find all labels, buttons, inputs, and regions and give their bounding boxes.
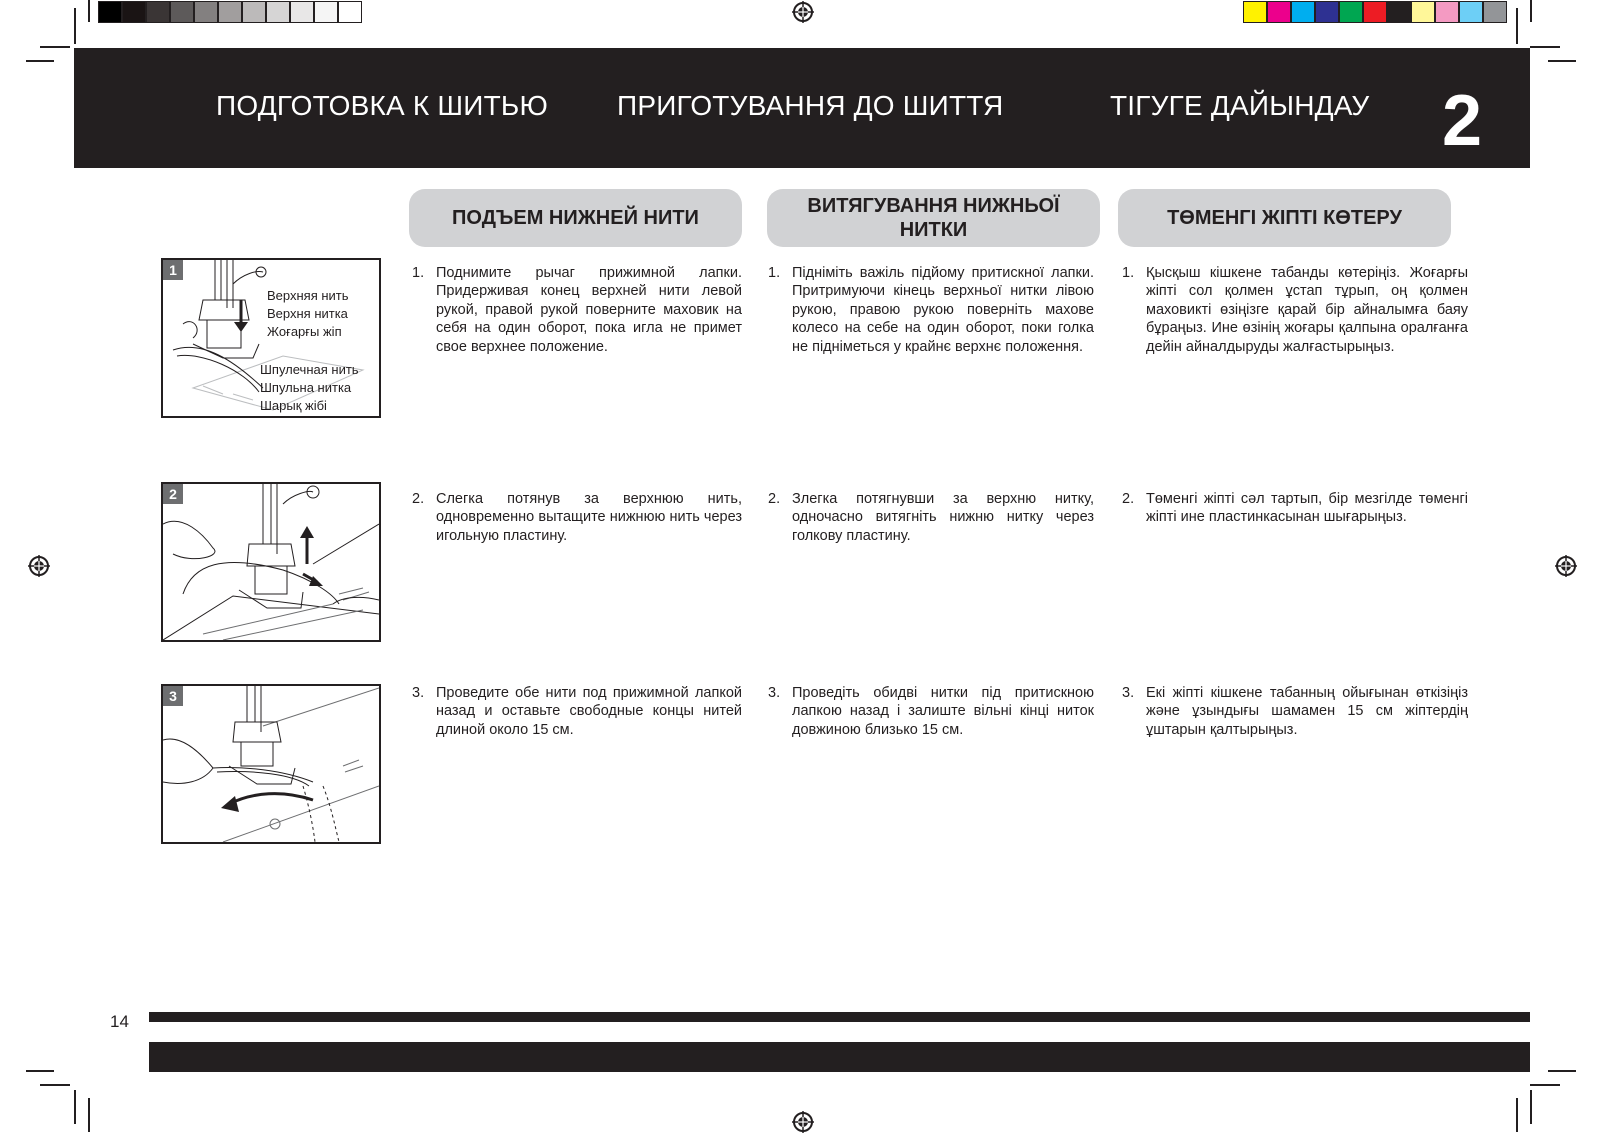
figure-badge: 2 — [163, 484, 183, 504]
figure-label: Верхня нитка — [267, 306, 348, 321]
sewing-foot-illustration — [163, 686, 379, 842]
chapter-number: 2 — [1442, 81, 1483, 161]
section-heading-ukrainian: ВИТЯГУВАННЯ НИЖНЬОЇ НИТКИ — [767, 189, 1100, 247]
color-swatch — [290, 1, 314, 23]
footer-rule — [149, 1012, 1530, 1022]
registration-mark-icon — [792, 1111, 814, 1133]
color-swatch — [338, 1, 362, 23]
step-number: 3. — [1122, 685, 1135, 701]
figure-step-2 — [161, 482, 381, 642]
color-swatch — [1339, 1, 1363, 23]
figure-step-3 — [161, 684, 381, 844]
step-text: Проведіть обидві нитки під притискною лапкою назад і залиште вільні кінці ниток довжиною близько 15 см. — [792, 685, 1094, 738]
color-swatch — [218, 1, 242, 23]
figure-step-1 — [161, 258, 381, 418]
step-text: Поднимите рычаг прижимной лапки. Придерживая конец верхней нити левой рукой, правой рукой поверните маховик на себя на один оборот, пока игла не примет свое верхнее положение. — [436, 265, 742, 355]
step-number: 3. — [412, 685, 425, 701]
registration-mark-icon — [28, 555, 50, 577]
figure-label: Жоғарғы жіп — [267, 324, 342, 339]
step-number: 1. — [1122, 265, 1135, 281]
figure-label: Верхняя нить — [267, 288, 349, 303]
figure-label: Шпулечная нить — [260, 362, 359, 377]
footer-band — [149, 1042, 1530, 1072]
color-swatch — [122, 1, 146, 23]
step-number: 3. — [768, 685, 781, 701]
step-number: 2. — [768, 491, 781, 507]
color-swatch — [1267, 1, 1291, 23]
step-text: Төменгі жіпті сәл тартып, бір мезгілде төменгі жіпті ине пластинкасынан шығарыңыз. — [1146, 491, 1468, 526]
color-swatch — [1459, 1, 1483, 23]
figure-badge: 1 — [163, 260, 183, 280]
sewing-foot-illustration — [163, 484, 379, 640]
step-text: Слегка потянув за верхнюю нить, одновременно вытащите нижнюю нить через игольную пластину. — [436, 491, 742, 544]
step-number: 1. — [768, 265, 781, 281]
step-text: Қысқыш кішкене табанды көтеріңіз. Жоғарғы жіпті сол қолмен ұстап тұрып, оң қолмен маховикті өзіңізге қарай бір айналымға баяу бұраңыз. Ине өзінің жоғары қалпына оралғанға дейін айналдыруды жалғастырыңыз. — [1146, 265, 1468, 355]
figure-label: Шпульна нитка — [260, 380, 352, 395]
color-swatch — [314, 1, 338, 23]
color-swatch — [1243, 1, 1267, 23]
page-title-ukrainian: ПРИГОТУВАННЯ ДО ШИТТЯ — [617, 90, 1004, 121]
step-number: 2. — [412, 491, 425, 507]
color-swatch — [1363, 1, 1387, 23]
registration-mark-icon — [1555, 555, 1577, 577]
section-heading-russian: ПОДЪЕМ НИЖНЕЙ НИТИ — [409, 189, 742, 247]
color-swatch — [1315, 1, 1339, 23]
step-number: 1. — [412, 265, 425, 281]
color-swatch — [1483, 1, 1507, 23]
page-title-russian: ПОДГОТОВКА К ШИТЬЮ — [216, 90, 548, 121]
color-swatch — [1291, 1, 1315, 23]
step-text: Підніміть важіль підйому притискної лапки. Притримуючи кінець верхньої нитки лівою рукою, правою рукою поверніть махове колесо на себе на один оборот, поки голка не підніметься у крайнє верхнє положення. — [792, 265, 1094, 355]
registration-mark-icon — [792, 1, 814, 23]
process-color-bar — [1243, 0, 1507, 24]
step-text: Злегка потягнувши за верхню нитку, одночасно витягніть нижню нитку через голкову пластину. — [792, 491, 1094, 544]
color-swatch — [98, 1, 122, 23]
step-text: Екі жіпті кішкене табанның ойығынан өткізіңіз және ұзындығы шамамен 15 см жіптердің ұштарын қалтырыңыз. — [1146, 685, 1468, 738]
color-swatch — [242, 1, 266, 23]
page-title-kazakh: ТІГУГЕ ДАЙЫНДАУ — [1110, 90, 1370, 121]
section-heading-kazakh: ТӨМЕНГІ ЖІПТІ КӨТЕРУ — [1118, 189, 1451, 247]
figure-badge: 3 — [163, 686, 183, 706]
color-swatch — [170, 1, 194, 23]
figure-label: Шарық жібі — [260, 398, 327, 413]
color-swatch — [146, 1, 170, 23]
color-swatch — [1435, 1, 1459, 23]
color-swatch — [194, 1, 218, 23]
step-number: 2. — [1122, 491, 1135, 507]
page-number: 14 — [110, 1012, 129, 1031]
color-swatch — [1411, 1, 1435, 23]
color-swatch — [1387, 1, 1411, 23]
color-swatch — [266, 1, 290, 23]
grayscale-color-bar — [98, 0, 362, 24]
step-text: Проведите обе нити под прижимной лапкой назад и оставьте свободные концы нитей длиной около 15 см. — [436, 685, 742, 738]
